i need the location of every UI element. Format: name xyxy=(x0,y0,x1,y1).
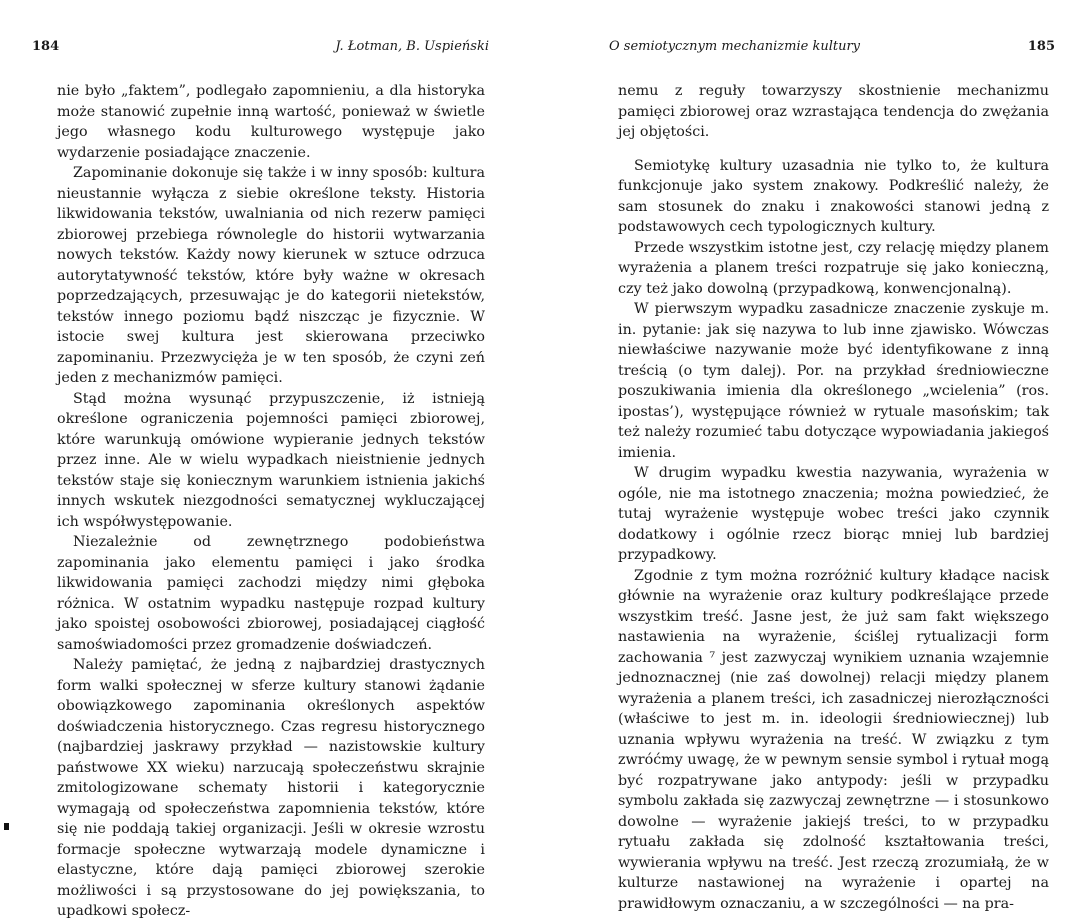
running-title: O semiotycznym mechanizmie kultury xyxy=(609,39,861,54)
page-number: 184 xyxy=(32,39,60,54)
running-title: J. Łotman, B. Uspieński xyxy=(335,39,489,54)
right-page xyxy=(546,0,1092,912)
paragraph: W pierwszym wypadku zasadnicze znaczenie zyskuje m. in. pytanie: jak się nazywa to lub inne zjawisko. Wówczas niewłaściwe nazywanie może być identyfikowane z inną treścią (o tym dalej). Por. na przykład średniowieczne poszukiwania imienia dla określonego „wcielenia” (ros. ipostas’), występujące również w rytuale masońskim; tak też należy rozumieć tabu dotyczące wypowiadania jakiegoś imienia. xyxy=(618,301,1049,461)
paragraph: Stąd można wysunąć przypuszczenie, iż istnieją określone ograniczenia pojemności pamięci zbiorowej, które warunkują omówione wypieranie jednych tekstów przez inne. Ale w wielu wypadkach nieistnienie jednych tekstów staje się koniecznym warunkiem istnienia jakichś innych wskutek niezgodności sematycznej wykluczającej ich współwystępowanie. xyxy=(57,390,485,530)
paragraph: Zgodnie z tym można rozróżnić kultury kładące nacisk głównie na wyrażenie oraz kultury podkreślające przede wszystkim treść. Jasne jest, że już sam fakt większego nastawienia na wyrażenie, ściślej rytualizacji form zachowania ⁷ jest zazwyczaj wynikiem uznania wzajemnie jednoznacznej (nie zaś dowolnej) relacji między planem wyrażenia a planem treści, ich zasadniczej nierozłączności (właściwe to jest m. in. ideologii średniowiecznej) lub uznania wpływu wyrażenia na treść. W związku z tym zwróćmy uwagę, że w pewnym sensie symbol i rytuał mogą być rozpatrywane jako antypody: jeśli w przypadku symbolu zakłada się zazwyczaj zewnętrzne — i stosunkowo dowolne — wyrażenie jakiejś treści, to w przypadku rytuału zakłada się zdolność kształtowania treści, wywierania wpływu na treść. Jest rzeczą zrozumiałą, że w kulturze nastawionej na wyrażenie i opartej na prawidłowym oznaczaniu, a w szczególności — na pra- xyxy=(618,567,1049,912)
left-body-text xyxy=(57,81,485,922)
paragraph: Semiotykę kultury uzasadnia nie tylko to, że kultura funkcjonuje jako system znakowy. Podkreślić należy, że sam stosunek do znaku i znakowości stanowi jedną z podstawowych cech typologicznych kultury. xyxy=(618,157,1049,235)
paragraph: W drugim wypadku kwestia nazywania, wyrażenia w ogóle, nie ma istotnego znaczenia; można powiedzieć, że tutaj wyrażenie występuje wobec treści jako czynnik dodatkowy i ogólnie rzecz biorąc mniej lub bardziej przypadkowy. xyxy=(618,465,1049,563)
right-body-text xyxy=(618,81,1049,914)
right-running-head xyxy=(546,39,1092,57)
paragraph: Niezależnie od zewnętrznego podobieństwa zapominania jako elementu pamięci i jako środka likwidowania pamięci zachodzi między nimi głęboka różnica. W ostatnim wypadku następuje rozpad kultury jako spoistej osobowości zbiorowej, posiadającej ciągłość samoświadomości przez gromadzenie doświadczeń. xyxy=(57,534,485,653)
margin-bullet-icon xyxy=(4,823,9,830)
left-page xyxy=(0,0,546,919)
paragraph: Przede wszystkim istotne jest, czy relację między planem wyrażenia a planem treści rozpatruje się jako konieczną, czy też jako dowolną (przypadkową, konwencjonalną). xyxy=(618,239,1049,297)
paragraph: Należy pamiętać, że jedną z najbardziej drastycznych form walki społecznej w sferze kultury stanowi żądanie obowiązkowego zapominania określonych aspektów doświadczenia historycznego. Czas regresu historycznego (najbardziej jaskrawy przykład — nazistowskie kultury państwowe XX wieku) narzucają społeczeństwu skrajnie zmitologizowane schematy historii i kategorycznie wymagają od społeczeństwa zapomnienia tekstów, które się nie poddają takiej organizacji. Jeśli w okresie wzrostu formacje społeczne wytwarzają modele dynamiczne i elastyczne, które dają pamięci zbiorowej szerokie możliwości i są przystosowane do jej powiększania, to upadkowi społecz- xyxy=(57,657,485,919)
paragraph: nemu z reguły towarzyszy skostnienie mechanizmu pamięci zbiorowej oraz wzrastająca tendencja do zwężania jej objętości. xyxy=(618,83,1049,140)
left-running-head xyxy=(0,39,546,57)
paragraph: nie było „faktem”, podlegało zapomnieniu, a dla historyka może stanowić zupełnie inną wartość, ponieważ w świetle jego własnego kodu kulturowego występuje jako wydarzenie posiadające znaczenie. xyxy=(57,83,485,161)
page-number: 185 xyxy=(1027,39,1055,54)
paragraph: Zapominanie dokonuje się także i w inny sposób: kultura nieustannie wyłącza z siebie określone teksty. Historia likwidowania tekstów, uwalniania od nich rezerw pamięci zbiorowej przebiega równolegle do historii wytwarzania nowych tekstów. Każdy nowy kierunek w sztuce odrzuca autorytatywność tekstów, które były ważne w okresach poprzedzających, przesuwając je do kategorii nietekstów, tekstów innego poziomu bądź niszcząc je fizycznie. W istocie swej kultura jest skierowana przeciwko zapominaniu. Przezwycięża je w ten sposób, że czyni zeń jeden z mechanizmów pamięci. xyxy=(57,165,485,386)
